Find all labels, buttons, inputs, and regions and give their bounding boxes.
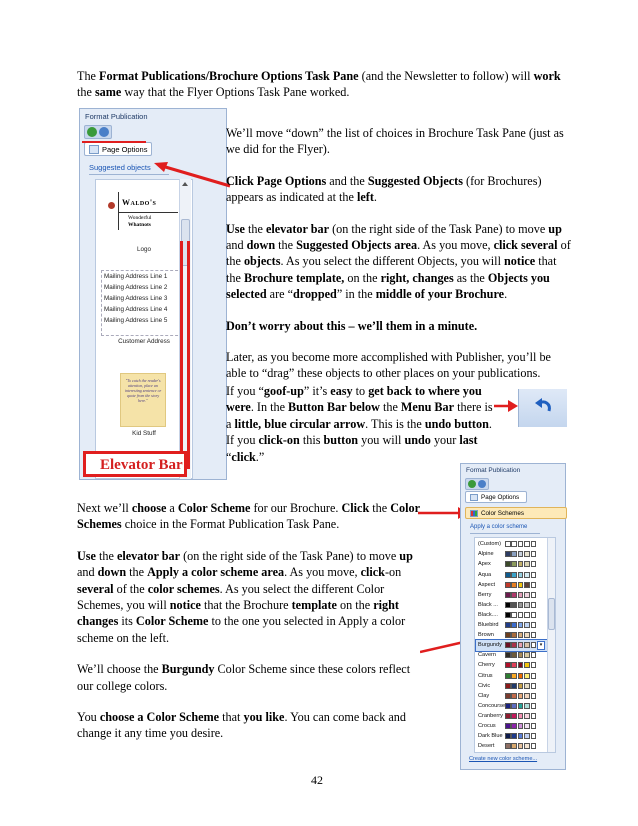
arrow-to-suggested-objects bbox=[152, 160, 232, 190]
page-options-label: Page Options bbox=[102, 144, 148, 154]
color-swatch bbox=[518, 622, 524, 628]
color-swatch bbox=[505, 713, 511, 719]
color-swatch bbox=[505, 561, 511, 567]
color-swatch bbox=[524, 703, 530, 709]
color-scheme-name: Alpine bbox=[478, 551, 494, 558]
color-scheme-name: (Custom) bbox=[478, 541, 501, 548]
color-swatch bbox=[505, 551, 511, 557]
color-swatch bbox=[511, 723, 517, 729]
color-scheme-name: Cranberry bbox=[478, 712, 503, 719]
color-swatch bbox=[511, 582, 517, 588]
color-swatch bbox=[511, 592, 517, 598]
color-scheme-row[interactable] bbox=[476, 731, 548, 742]
color-swatch bbox=[518, 572, 524, 578]
logo-hline bbox=[118, 212, 178, 213]
color-swatch bbox=[511, 541, 517, 547]
color-scheme-row[interactable] bbox=[476, 670, 548, 681]
color-swatch bbox=[505, 743, 511, 749]
color-swatch bbox=[524, 602, 530, 608]
color-swatch bbox=[518, 612, 524, 618]
para-choose-color-scheme: Next we’ll choose a Color Scheme for our Brochure. Click the Color Schemes choice in the Format Publication Task Pane. bbox=[77, 501, 420, 532]
color-swatch bbox=[524, 713, 530, 719]
address-line-4: Mailing Address Line 4 bbox=[104, 306, 168, 313]
color-swatch bbox=[511, 602, 517, 608]
color-swatch bbox=[505, 662, 511, 668]
cs-scroll-thumb[interactable] bbox=[548, 598, 555, 630]
color-swatch bbox=[524, 662, 530, 668]
para-burgundy: We’ll choose the Burgundy Color Scheme since these colors reflect our college colors. bbox=[77, 662, 411, 693]
color-swatch bbox=[518, 632, 524, 638]
color-swatch bbox=[505, 632, 511, 638]
color-scheme-name: Dark Blue bbox=[478, 733, 503, 740]
para-choose-you-like: You choose a Color Scheme that you like. You can come back and change it any time you desire. bbox=[77, 710, 406, 741]
color-swatch bbox=[518, 683, 524, 689]
color-swatch bbox=[524, 743, 530, 749]
cs-page-options-label: Page Options bbox=[481, 493, 520, 501]
color-scheme-row[interactable] bbox=[476, 590, 548, 601]
color-swatch bbox=[511, 652, 517, 658]
color-swatch bbox=[505, 572, 511, 578]
color-swatch bbox=[524, 632, 530, 638]
color-scheme-name: Crocus bbox=[478, 723, 496, 730]
color-swatch bbox=[511, 551, 517, 557]
color-swatch bbox=[511, 713, 517, 719]
color-swatch bbox=[511, 662, 517, 668]
color-swatch bbox=[511, 561, 517, 567]
cs-page-options-button[interactable] bbox=[465, 491, 527, 503]
create-new-color-scheme-link[interactable]: Create new color scheme... bbox=[469, 756, 538, 762]
para-apply-color-scheme: Use the elevator bar (on the right side of the Task Pane) to move up and down the Apply a color scheme area. As you move, click-on several of the color schemes. As you select the different Color Schemes, you will notice that the Brochure template on the right changes its Color Scheme to the one you selected in Apply a color scheme on the left. bbox=[77, 548, 413, 645]
color-swatch bbox=[531, 612, 537, 618]
pane-title: Format Publication bbox=[85, 112, 148, 121]
suggested-objects-heading: Suggested objects bbox=[89, 163, 151, 172]
color-swatch bbox=[518, 693, 524, 699]
logo-sub2: Whatnots bbox=[128, 222, 151, 228]
undo-paragraph: If you “goof-up” it’s easy to get back to where you were. In the Button Bar below the Menu Bar there is a little, blue circular arrow. This is the undo button. If you click-on this button you will undo your last “click.” bbox=[226, 384, 493, 464]
color-schemes-button[interactable] bbox=[465, 507, 567, 519]
color-swatch bbox=[531, 642, 537, 648]
color-scheme-row[interactable] bbox=[476, 650, 548, 661]
lower-text bbox=[77, 500, 424, 757]
quote-object[interactable] bbox=[120, 373, 166, 427]
logo-sub1: Wonderful bbox=[128, 215, 152, 221]
color-swatch bbox=[518, 592, 524, 598]
color-swatch bbox=[518, 713, 524, 719]
color-scheme-name: Desert bbox=[478, 743, 495, 750]
cs-scrollbar[interactable] bbox=[547, 538, 555, 752]
color-swatch bbox=[531, 693, 537, 699]
apply-underline bbox=[470, 533, 540, 534]
color-swatch bbox=[518, 703, 524, 709]
forward-icon[interactable] bbox=[99, 127, 109, 137]
page-options-icon bbox=[89, 145, 99, 154]
color-swatch bbox=[505, 733, 511, 739]
color-swatch bbox=[511, 703, 517, 709]
page-number: 42 bbox=[311, 773, 323, 787]
color-swatch bbox=[524, 572, 530, 578]
color-swatch bbox=[505, 723, 511, 729]
color-swatch bbox=[518, 662, 524, 668]
color-swatch bbox=[511, 632, 517, 638]
para-dont-worry: Don’t worry about this – we’ll them in a minute. bbox=[226, 318, 478, 333]
cs-pane-nav bbox=[465, 478, 489, 490]
color-scheme-name: Berry bbox=[478, 591, 492, 598]
color-swatch bbox=[511, 733, 517, 739]
cs-pane-title: Format Publication bbox=[466, 467, 521, 474]
color-scheme-row[interactable] bbox=[476, 721, 548, 732]
color-scheme-name: Aqua bbox=[478, 571, 492, 578]
color-swatch bbox=[505, 703, 511, 709]
color-swatch bbox=[531, 652, 537, 658]
color-swatch bbox=[524, 592, 530, 598]
para-move-down: We’ll move “down” the list of choices in Brochure Task Pane (just as we did for the Flyer). bbox=[226, 126, 564, 157]
intro-paragraph: The Format Publications/Brochure Options Task Pane (and the Newsletter to follow) will work the same way that the Flyer Options Task Pane worked. bbox=[77, 69, 561, 100]
quote-text: "To catch the reader's attention, place an interesting sentence or quote from the story here." bbox=[124, 378, 162, 403]
color-scheme-row[interactable] bbox=[476, 691, 548, 702]
right-column-text bbox=[226, 125, 571, 397]
color-scheme-name: Citrus bbox=[478, 672, 493, 679]
color-swatch bbox=[524, 622, 530, 628]
color-swatch bbox=[518, 642, 524, 648]
color-swatch bbox=[505, 622, 511, 628]
color-swatch bbox=[524, 561, 530, 567]
kid-stuff-label: Kid Stuff bbox=[132, 430, 156, 437]
back-icon[interactable] bbox=[87, 127, 97, 137]
color-swatch bbox=[518, 743, 524, 749]
color-swatch bbox=[518, 733, 524, 739]
color-swatch bbox=[524, 733, 530, 739]
color-scheme-name: Black.... bbox=[478, 611, 498, 618]
cs-back-icon[interactable] bbox=[468, 480, 476, 488]
cs-page-options-icon bbox=[470, 494, 478, 501]
color-swatch bbox=[531, 662, 537, 668]
color-swatch bbox=[531, 673, 537, 679]
color-schemes-icon bbox=[470, 510, 478, 517]
color-swatch bbox=[511, 572, 517, 578]
color-swatch bbox=[518, 652, 524, 658]
color-swatch bbox=[511, 693, 517, 699]
color-swatch bbox=[505, 683, 511, 689]
color-scheme-row[interactable] bbox=[476, 610, 548, 621]
color-scheme-row[interactable] bbox=[476, 579, 548, 590]
color-swatch bbox=[524, 693, 530, 699]
color-swatch bbox=[518, 561, 524, 567]
color-swatch bbox=[531, 551, 537, 557]
color-swatch bbox=[531, 632, 537, 638]
color-swatch bbox=[531, 622, 537, 628]
color-swatch bbox=[524, 551, 530, 557]
color-swatch bbox=[505, 602, 511, 608]
color-swatch bbox=[531, 733, 537, 739]
color-scheme-name: Civic bbox=[478, 682, 491, 689]
color-scheme-rows bbox=[476, 539, 548, 751]
color-scheme-row[interactable] bbox=[476, 711, 548, 722]
color-swatch bbox=[505, 592, 511, 598]
para-click-page-options: Click Page Options and the Suggested Objects (for Brochures) appears as indicated at the left. bbox=[226, 173, 542, 205]
color-scheme-name: Burgundy bbox=[478, 642, 502, 649]
customer-address-label: Customer Address bbox=[118, 338, 170, 345]
color-swatch bbox=[524, 642, 530, 648]
color-scheme-list bbox=[474, 537, 556, 753]
color-scheme-name: Bluebird bbox=[478, 622, 499, 629]
color-scheme-row[interactable] bbox=[476, 660, 548, 671]
color-swatch bbox=[518, 723, 524, 729]
logo-divider bbox=[118, 192, 119, 230]
color-swatch bbox=[505, 612, 511, 618]
elevator-highlight-right bbox=[187, 241, 190, 469]
color-swatch bbox=[524, 541, 530, 547]
color-swatch bbox=[505, 693, 511, 699]
address-line-3: Mailing Address Line 3 bbox=[104, 295, 168, 302]
para-use-elevator: Use the elevator bar (on the right side of the Task Pane) to move up and down the Suggested Objects area. As you move, click several of the objects. As you select the different Objects, you will notice that the Brochure template, on the right, changes as the Objects you selected are “dropped” in the middle of your Brochure. bbox=[226, 221, 571, 302]
color-scheme-row[interactable] bbox=[476, 680, 548, 691]
color-swatch bbox=[505, 673, 511, 679]
color-swatch bbox=[518, 551, 524, 557]
color-schemes-label: Color Schemes bbox=[481, 509, 525, 517]
color-scheme-row[interactable] bbox=[476, 569, 548, 580]
elevator-bar-callout bbox=[83, 451, 187, 477]
color-swatch bbox=[531, 582, 537, 588]
color-scheme-row[interactable] bbox=[476, 549, 548, 560]
color-swatch bbox=[511, 743, 517, 749]
cs-forward-icon[interactable] bbox=[478, 480, 486, 488]
color-swatch bbox=[505, 652, 511, 658]
color-scheme-name: Clay bbox=[478, 692, 490, 699]
color-swatch bbox=[524, 582, 530, 588]
color-scheme-task-pane bbox=[460, 463, 566, 770]
chevron-down-icon[interactable]: ▾ bbox=[537, 641, 545, 650]
color-scheme-row[interactable] bbox=[476, 559, 548, 570]
color-scheme-name: Aspect bbox=[478, 581, 496, 588]
color-swatch bbox=[518, 602, 524, 608]
address-line-5: Mailing Address Line 5 bbox=[104, 317, 168, 324]
color-swatch bbox=[505, 582, 511, 588]
color-swatch bbox=[511, 683, 517, 689]
logo-mark-icon bbox=[108, 202, 115, 209]
color-swatch bbox=[524, 612, 530, 618]
color-scheme-name: Concourse bbox=[478, 702, 505, 709]
address-line-1: Mailing Address Line 1 bbox=[104, 273, 168, 280]
color-scheme-name: Cavern bbox=[478, 652, 497, 659]
pane-nav bbox=[84, 125, 112, 139]
color-swatch bbox=[524, 673, 530, 679]
color-swatch bbox=[531, 541, 537, 547]
page-options-button[interactable] bbox=[84, 142, 152, 156]
logo-label: Logo bbox=[136, 246, 151, 253]
color-scheme-row[interactable] bbox=[476, 539, 548, 550]
color-scheme-name: Cherry bbox=[478, 662, 495, 669]
color-swatch bbox=[531, 703, 537, 709]
color-swatch bbox=[511, 642, 517, 648]
color-swatch bbox=[518, 673, 524, 679]
color-swatch bbox=[505, 642, 511, 648]
elevator-highlight-left bbox=[180, 241, 183, 469]
color-swatch bbox=[531, 743, 537, 749]
elevator-bar-label: Elevator Bar bbox=[100, 457, 183, 473]
color-swatch bbox=[531, 723, 537, 729]
color-scheme-row[interactable] bbox=[476, 620, 548, 631]
logo-object[interactable] bbox=[108, 190, 180, 234]
color-swatch bbox=[511, 612, 517, 618]
page-options-highlight bbox=[82, 141, 146, 143]
color-swatch bbox=[531, 561, 537, 567]
undo-button-snippet[interactable] bbox=[518, 389, 567, 427]
color-scheme-row[interactable] bbox=[476, 600, 548, 611]
logo-name: Waldo's bbox=[122, 198, 157, 207]
color-swatch bbox=[531, 713, 537, 719]
color-scheme-row[interactable] bbox=[476, 640, 548, 651]
color-swatch bbox=[518, 541, 524, 547]
color-swatch bbox=[531, 592, 537, 598]
color-scheme-name: Brown bbox=[478, 632, 494, 639]
para-later: Later, as you become more accomplished with Publisher, you’ll be able to “drag” these objects to other places on your publications. bbox=[226, 350, 551, 381]
color-scheme-row[interactable] bbox=[476, 630, 548, 641]
color-scheme-name: Black ... bbox=[478, 601, 498, 608]
color-swatch bbox=[524, 723, 530, 729]
color-scheme-row[interactable] bbox=[476, 741, 548, 752]
color-swatch bbox=[511, 673, 517, 679]
undo-icon[interactable] bbox=[533, 397, 555, 419]
color-swatch bbox=[511, 622, 517, 628]
color-swatch bbox=[531, 572, 537, 578]
mailing-address-object[interactable] bbox=[101, 270, 183, 336]
color-swatch bbox=[524, 683, 530, 689]
apply-color-scheme-heading: Apply a color scheme bbox=[470, 524, 528, 530]
color-scheme-name: Apex bbox=[478, 561, 491, 568]
color-swatch bbox=[531, 602, 537, 608]
address-line-2: Mailing Address Line 2 bbox=[104, 284, 168, 291]
arrow-to-undo bbox=[494, 398, 520, 414]
color-swatch bbox=[518, 582, 524, 588]
color-swatch bbox=[524, 652, 530, 658]
color-swatch bbox=[531, 683, 537, 689]
color-swatch bbox=[505, 541, 511, 547]
color-scheme-row[interactable] bbox=[476, 701, 548, 712]
